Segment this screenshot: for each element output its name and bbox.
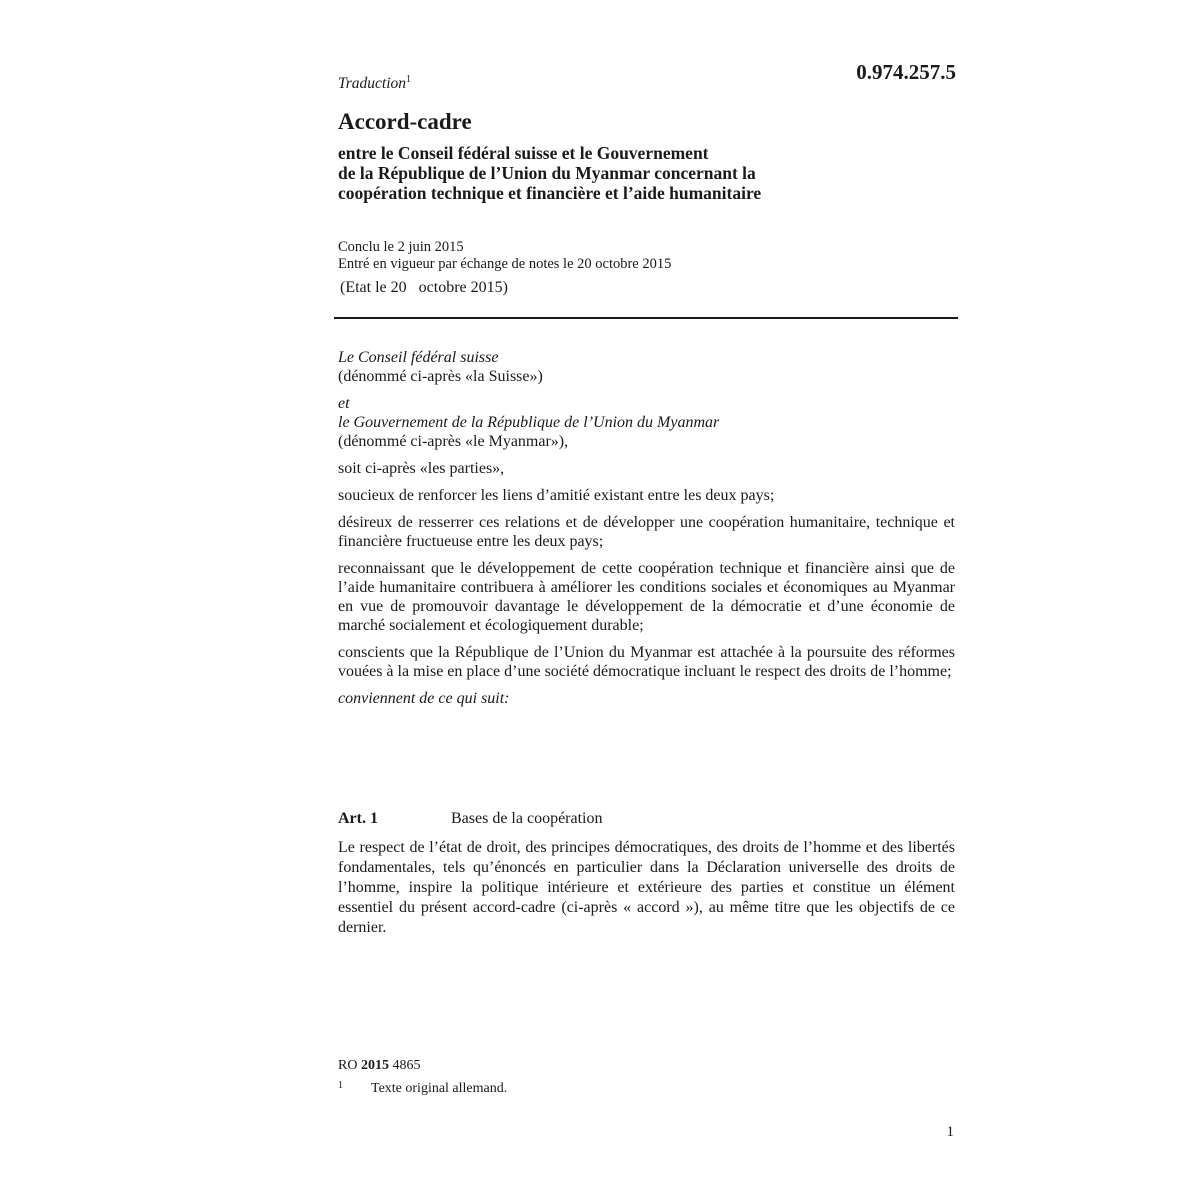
preamble xyxy=(338,348,955,708)
entry-into-force-date: Entré en vigueur par échange de notes le 20 octobre 2015 xyxy=(338,256,672,272)
footnote xyxy=(338,1080,507,1097)
article-body: Le respect de l’état de droit, des principes démocratiques, des droits de l’homme et des libertés fondamentales, tels qu’énoncés en particulier dans la Déclaration universelle des droits de l’homme, inspire la politique intérieure et extérieure des parties et constitue un élément essentiel du présent accord-cadre (ci-après « accord »), au même titre que les objectifs de ce dernier. xyxy=(338,839,955,936)
dates-block xyxy=(338,239,671,273)
subtitle-line: coopération technique et financière et l’aide humanitaire xyxy=(338,183,762,203)
article-number: Art. 1 xyxy=(338,810,378,827)
considerant-paragraph: soucieux de renforcer les liens d’amitié existant entre les deux pays; xyxy=(338,487,775,504)
header-divider xyxy=(334,317,958,319)
ro-prefix: RO xyxy=(338,1058,358,1073)
conjunction-et: et xyxy=(338,395,350,412)
party2-alias: (dénommé ci-après «le Myanmar»), xyxy=(338,433,569,450)
considerant-paragraph: reconnaissant que le développement de cette coopération technique et financière ainsi que de l’aide humanitaire contribuera à améliorer les conditions sociales et économiques au Myanmar en vue de promouvoir davantage le développement de la démocratie et d’une économie de marché socialement et écologiquement durable; xyxy=(338,560,955,634)
ro-page: 4865 xyxy=(392,1058,421,1073)
article-title: Bases de la coopération xyxy=(451,810,603,827)
article-heading xyxy=(338,810,603,828)
considerant-paragraph: conscients que la République de l’Union du Myanmar est attachée à la poursuite des réformes vouées à la mise en place d’une société démocratique incluant le respect des droits de l’homme; xyxy=(338,644,955,680)
page-number: 1 xyxy=(946,1124,954,1140)
subtitle-line: entre le Conseil fédéral suisse et le Gouvernement xyxy=(338,143,709,163)
translation-label xyxy=(338,74,411,93)
translation-text: Traduction xyxy=(338,75,407,92)
status-date: (Etat le 20 octobre 2015) xyxy=(340,279,508,296)
footnote-text: Texte original allemand. xyxy=(371,1081,508,1096)
footnote-ref: 1 xyxy=(406,74,412,85)
party2-name: le Gouvernement de la République de l’Union du Myanmar xyxy=(338,414,720,431)
party1-alias: (dénommé ci-après «la Suisse») xyxy=(338,368,543,385)
ro-reference xyxy=(338,1058,420,1074)
parties-definition: soit ci-après «les parties», xyxy=(338,460,505,477)
document-subtitle xyxy=(338,143,958,203)
concluded-date: Conclu le 2 juin 2015 xyxy=(338,239,464,255)
subtitle-line: de la République de l’Union du Myanmar concernant la xyxy=(338,163,756,183)
party1-name: Le Conseil fédéral suisse xyxy=(338,349,499,366)
sr-number: 0.974.257.5 xyxy=(856,60,956,84)
considerant-paragraph: désireux de resserrer ces relations et de développer une coopération humanitaire, technique et financière fructueuse entre les deux pays; xyxy=(338,514,955,550)
footnote-mark: 1 xyxy=(338,1080,343,1091)
document-title: Accord-cadre xyxy=(338,109,472,134)
ro-year: 2015 xyxy=(360,1058,389,1073)
preamble-closing: conviennent de ce qui suit: xyxy=(338,690,510,707)
